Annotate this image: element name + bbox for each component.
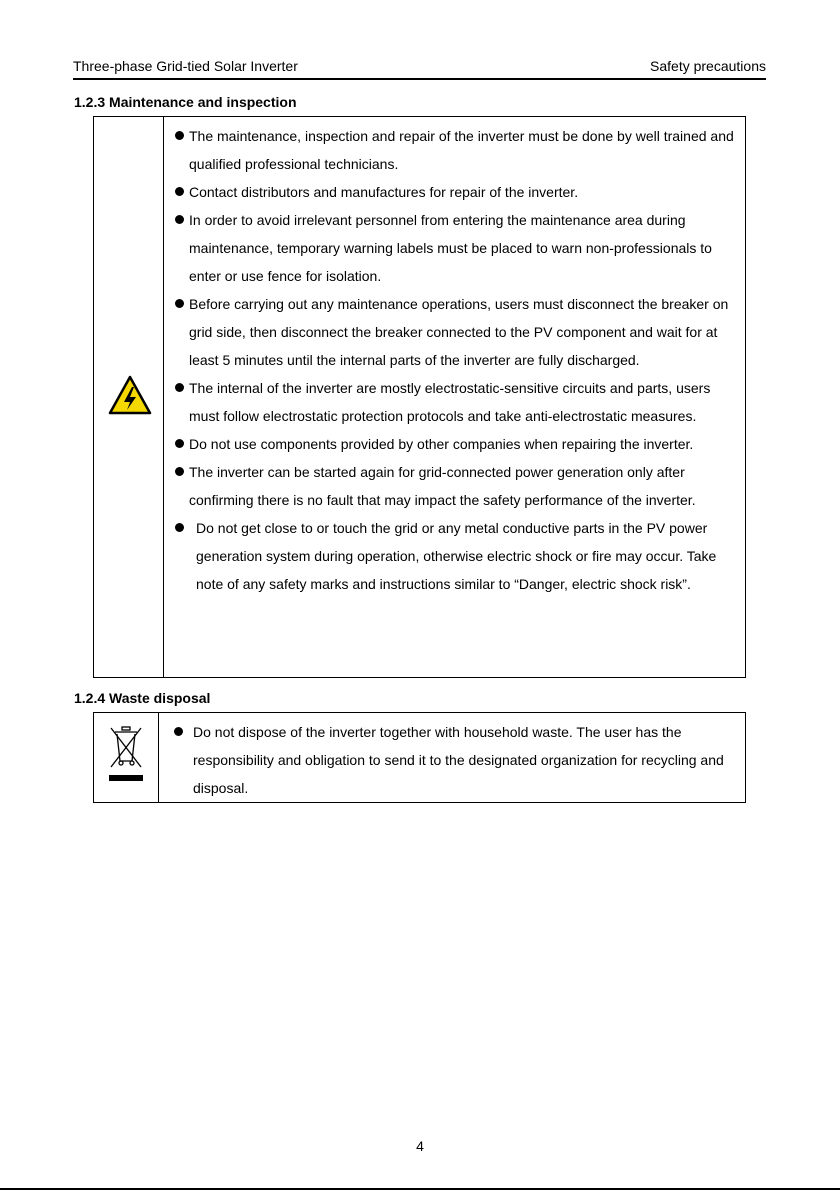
list-item: The internal of the inverter are mostly electrostatic-sensitive circuits and parts, users must follow electrostatic protection protocols and take anti-electrostatic measures. xyxy=(174,374,739,430)
maintenance-text-cell xyxy=(164,117,746,678)
list-item: The inverter can be started again for grid-connected power generation only after confirming there is no fault that may impact the safety performance of the inverter. xyxy=(174,458,739,514)
maintenance-icon-cell xyxy=(94,117,164,678)
chapter-title: Safety precautions xyxy=(650,58,766,74)
maintenance-safety-box xyxy=(93,116,746,678)
bullet-icon xyxy=(175,523,184,532)
bullet-icon xyxy=(175,131,184,140)
bullet-icon xyxy=(175,299,184,308)
list-item: Contact distributors and manufactures for repair of the inverter. xyxy=(174,178,739,206)
list-item: Do not dispose of the inverter together with household waste. The user has the responsibility and obligation to send it to the designated organization for recycling and disposal. xyxy=(173,718,739,802)
list-item: Do not get close to or touch the grid or any metal conductive parts in the PV power generation system during operation, otherwise electric shock or fire may occur. Take note of any safety marks and instructions similar to “Danger, electric shock risk”. xyxy=(174,514,739,598)
waste-disposal-box xyxy=(93,712,746,803)
document-title: Three-phase Grid-tied Solar Inverter xyxy=(73,58,298,74)
list-item: In order to avoid irrelevant personnel from entering the maintenance area during maintenance, temporary warning labels must be placed to warn non-professionals to enter or use fence for isolation. xyxy=(174,206,739,290)
section-title-maintenance: 1.2.3 Maintenance and inspection xyxy=(74,94,297,110)
list-item: The maintenance, inspection and repair of the inverter must be done by well trained and qualified professional technicians. xyxy=(174,122,739,178)
bullet-icon xyxy=(175,439,184,448)
bullet-icon xyxy=(174,727,183,736)
crossed-out-wheelie-bin-icon xyxy=(107,723,145,783)
bullet-icon xyxy=(175,187,184,196)
bullet-icon xyxy=(175,467,184,476)
page-header xyxy=(73,56,766,80)
page-number: 4 xyxy=(416,1138,424,1154)
section-title-waste-disposal: 1.2.4 Waste disposal xyxy=(74,690,211,706)
bullet-icon xyxy=(175,215,184,224)
list-item: Do not use components provided by other companies when repairing the inverter. xyxy=(174,430,739,458)
waste-icon-cell xyxy=(94,713,159,803)
bottom-rule xyxy=(0,1188,840,1190)
waste-text-cell xyxy=(159,713,746,803)
electric-shock-warning-icon xyxy=(108,375,152,415)
bullet-icon xyxy=(175,383,184,392)
list-item: Before carrying out any maintenance operations, users must disconnect the breaker on grid side, then disconnect the breaker connected to the PV component and wait for at least 5 minutes until the internal parts of the inverter are fully discharged. xyxy=(174,290,739,374)
